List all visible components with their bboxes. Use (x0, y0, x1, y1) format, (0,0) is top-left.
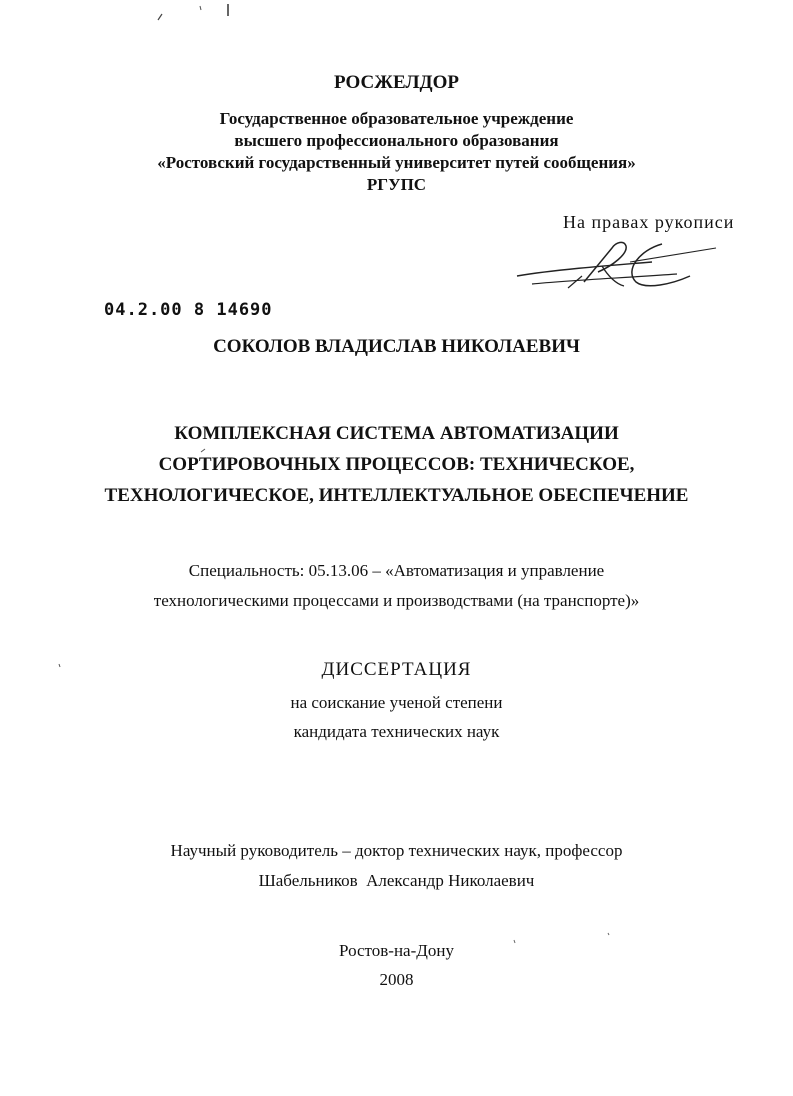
degree-line: кандидата технических наук (293, 722, 500, 741)
institution-abbreviation: РГУПС (366, 175, 427, 194)
supervisor-line: Научный руководитель – доктор технических наук, профессор (170, 841, 623, 860)
supervisor-name: Шабельников Александр Николаевич (258, 871, 535, 890)
degree-line: на соискание ученой степени (290, 693, 503, 712)
title-line: СОРТИРОВОЧНЫХ ПРОЦЕССОВ: ТЕХНИЧЕСКОЕ, (158, 454, 635, 475)
institution-block (0, 108, 793, 196)
author-name: СОКОЛОВ ВЛАДИСЛАВ НИКОЛАЕВИЧ (213, 336, 580, 357)
specialty-line: технологическими процессами и производствами (на транспорте)» (153, 591, 640, 610)
title-line: ТЕХНОЛОГИЧЕСКОЕ, ИНТЕЛЛЕКТУАЛЬНОЕ ОБЕСПЕЧЕНИЕ (104, 485, 689, 506)
title-line: КОМПЛЕКСНАЯ СИСТЕМА АВТОМАТИЗАЦИИ (174, 423, 619, 444)
institution-line: «Ростовский государственный университет путей сообщения» (157, 153, 636, 172)
manuscript-note: На правах рукописи (563, 212, 735, 232)
institution-line: высшего профессионального образования (234, 131, 559, 150)
supervisor-block (0, 836, 793, 896)
year: 2008 (379, 970, 414, 989)
handwritten-signature (512, 236, 722, 294)
degree-block (0, 688, 793, 746)
specialty-block (0, 556, 793, 616)
dissertation-title (0, 418, 793, 511)
specialty-line: Специальность: 05.13.06 – «Автоматизация и управление (188, 561, 605, 580)
city: Ростов-на-Дону (339, 941, 454, 960)
registration-number: 04.2.00 8 14690 (104, 300, 273, 320)
institution-line: Государственное образовательное учреждение (219, 109, 574, 128)
org-name: РОСЖЕЛДОР (333, 72, 460, 93)
document-type: ДИССЕРТАЦИЯ (321, 659, 472, 680)
